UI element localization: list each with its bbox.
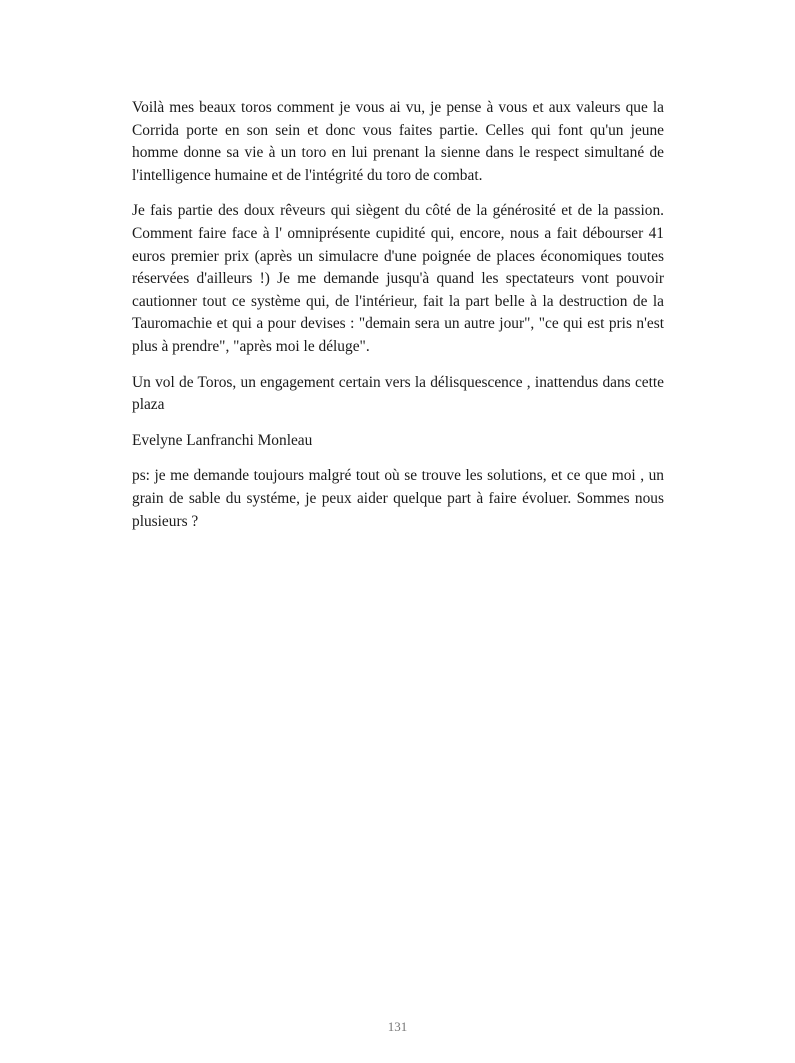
page-number: 131 [387,1019,408,1034]
author-signature: Evelyne Lanfranchi Monleau [132,431,313,449]
paragraph-intro: Voilà mes beaux toros comment je vous ai vu, je pense à vous et aux valeurs que la Corrida porte en son sein et donc vous faites partie. Celles qui font qu'un jeune homme donne sa vie à un toro en lui prenant la sienne dans le respect simultané de l'intelligence humaine et de l'intégrité du toro de combat. [132,99,664,184]
paragraph-reveurs: Je fais partie des doux rêveurs qui siègent du côté de la générosité et de la passion. Comment faire face à l' omniprésente cupidité qui, encore, nous a fait débourser 41 euros premier prix (après un simulacre d'une poignée de places économiques toutes réservées d'ailleurs !) Je me demande jusqu'à quand les spectateurs vont pouvoir cautionner tout ce système qui, de l'intérieur, fait la part belle à la destruction de la Tauromachie et qui a pour devises : "demain sera un autre jour", "ce qui est pris n'est plus à prendre", "après moi le déluge". [132,202,664,355]
paragraph-postscript: ps: je me demande toujours malgré tout où se trouve les solutions, et ce que moi , un grain de sable du systéme, je peux aider quelque part à faire évoluer. Sommes nous plusieurs ? [132,467,664,530]
body-text [132,97,664,546]
paragraph-vol-de-toros: Un vol de Toros, un engagement certain vers la délisquescence , inattendus dans cette plaza [132,373,664,414]
